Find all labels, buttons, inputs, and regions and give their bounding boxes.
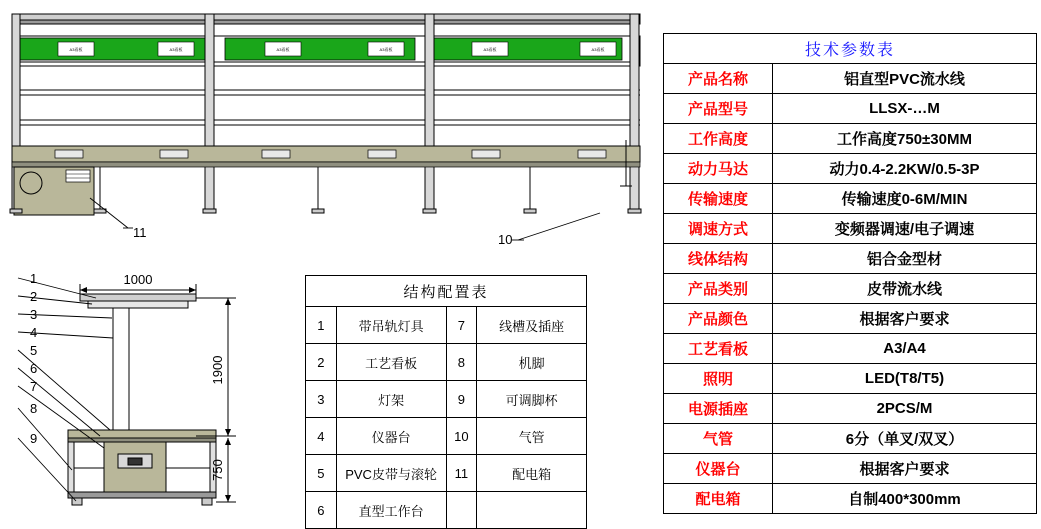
tech-value: 动力0.4-2.2KW/0.5-3P: [773, 154, 1037, 184]
struct-num: 9: [446, 381, 477, 418]
struct-label: 可调脚杯: [477, 381, 587, 418]
table-row: [664, 124, 1037, 154]
svg-text:A3看板: A3看板: [276, 47, 290, 52]
table-row: [664, 484, 1037, 514]
electric-cabinet: [14, 167, 94, 215]
tech-value: 铝合金型材: [773, 244, 1037, 274]
struct-label: 气管: [477, 418, 587, 455]
tech-value: 变频器调速/电子调速: [773, 214, 1037, 244]
section-callout-1: 1: [30, 271, 38, 286]
tech-key: 产品颜色: [664, 304, 773, 334]
table-row: [664, 214, 1037, 244]
svg-text:A3看板: A3看板: [483, 47, 497, 52]
tech-key: 配电箱: [664, 484, 773, 514]
section-callout-3: 3: [30, 307, 38, 322]
svg-text:A3看板: A3看板: [169, 47, 183, 52]
tech-key: 传输速度: [664, 184, 773, 214]
tech-value: 根据客户要求: [773, 454, 1037, 484]
structure-config-table: [305, 275, 587, 529]
callout-10: 10: [498, 232, 513, 247]
struct-num: 8: [446, 344, 477, 381]
struct-label: PVC皮带与滚轮: [336, 455, 446, 492]
struct-label: 直型工作台: [336, 492, 446, 529]
struct-num: 1: [306, 307, 337, 344]
struct-label: 仪器台: [336, 418, 446, 455]
table-row: [664, 64, 1037, 94]
tech-key: 产品型号: [664, 94, 773, 124]
section-callout-8: 8: [30, 401, 38, 416]
tech-value: 传输速度0-6M/MIN: [773, 184, 1037, 214]
tech-value: 6分（单叉/双叉）: [773, 424, 1037, 454]
dim-height-label: 1900: [210, 355, 225, 385]
tech-value: 自制400*300mm: [773, 484, 1037, 514]
tech-key: 工作高度: [664, 124, 773, 154]
svg-text:A3看板: A3看板: [379, 47, 393, 52]
tech-table-title: 技术参数表: [664, 34, 1037, 64]
struct-table-title-row: [306, 276, 587, 307]
dim-work-height-label: 750: [210, 459, 225, 481]
struct-label: 灯架: [336, 381, 446, 418]
tech-value: LED(T8/T5): [773, 364, 1037, 394]
section-callout-9: 9: [30, 431, 38, 446]
table-row: [664, 184, 1037, 214]
struct-num: 4: [306, 418, 337, 455]
tech-value: 工作高度750±30MM: [773, 124, 1037, 154]
section-callout-6: 6: [30, 361, 38, 376]
svg-text:A3看板: A3看板: [69, 47, 83, 52]
table-row: [664, 364, 1037, 394]
tech-value: 皮带流水线: [773, 274, 1037, 304]
tech-table-title-row: [664, 34, 1037, 64]
table-row: [664, 394, 1037, 424]
tech-key: 产品名称: [664, 64, 773, 94]
tech-value: 2PCS/M: [773, 394, 1037, 424]
table-row: [664, 304, 1037, 334]
dim-width-label: 1000: [123, 272, 153, 287]
table-row: [306, 418, 587, 455]
struct-num: 2: [306, 344, 337, 381]
table-row: [664, 274, 1037, 304]
struct-label: 工艺看板: [336, 344, 446, 381]
tech-key: 产品类别: [664, 274, 773, 304]
tech-value: 铝直型PVC流水线: [773, 64, 1037, 94]
table-row: [306, 307, 587, 344]
tech-key: 线体结构: [664, 244, 773, 274]
table-row: [664, 94, 1037, 124]
section-callout-2: 2: [30, 289, 38, 304]
tech-key: 动力马达: [664, 154, 773, 184]
struct-label: 机脚: [477, 344, 587, 381]
struct-num: 5: [306, 455, 337, 492]
tech-value: 根据客户要求: [773, 304, 1037, 334]
tech-key: 工艺看板: [664, 334, 773, 364]
tech-value: LLSX-…M: [773, 94, 1037, 124]
table-row: [664, 424, 1037, 454]
tech-parameter-table: [663, 33, 1037, 514]
struct-num: 10: [446, 418, 477, 455]
struct-label: 配电箱: [477, 455, 587, 492]
table-row: [306, 455, 587, 492]
table-row: [306, 344, 587, 381]
conveyor-elevation-drawing: [0, 0, 660, 258]
struct-num: 7: [446, 307, 477, 344]
tech-key: 电源插座: [664, 394, 773, 424]
table-row: [306, 381, 587, 418]
tech-key: 气管: [664, 424, 773, 454]
callout-11: 11: [133, 225, 147, 240]
struct-label: 带吊轨灯具: [336, 307, 446, 344]
tech-value: A3/A4: [773, 334, 1037, 364]
struct-label: 线槽及插座: [477, 307, 587, 344]
section-callout-5: 5: [30, 343, 38, 358]
table-row: [664, 334, 1037, 364]
conveyor-section-drawing: [0, 258, 300, 523]
section-callout-7: 7: [30, 379, 38, 394]
struct-num: 6: [306, 492, 337, 529]
table-row: [664, 454, 1037, 484]
tech-key: 调速方式: [664, 214, 773, 244]
kanban-boards: [18, 38, 622, 60]
section-callout-4: 4: [30, 325, 38, 340]
table-row: [664, 154, 1037, 184]
table-row: [664, 244, 1037, 274]
struct-table-title: 结构配置表: [306, 276, 587, 307]
tech-key: 照明: [664, 364, 773, 394]
svg-text:A3看板: A3看板: [591, 47, 605, 52]
tech-key: 仪器台: [664, 454, 773, 484]
struct-num: 3: [306, 381, 337, 418]
struct-num: 11: [446, 455, 477, 492]
